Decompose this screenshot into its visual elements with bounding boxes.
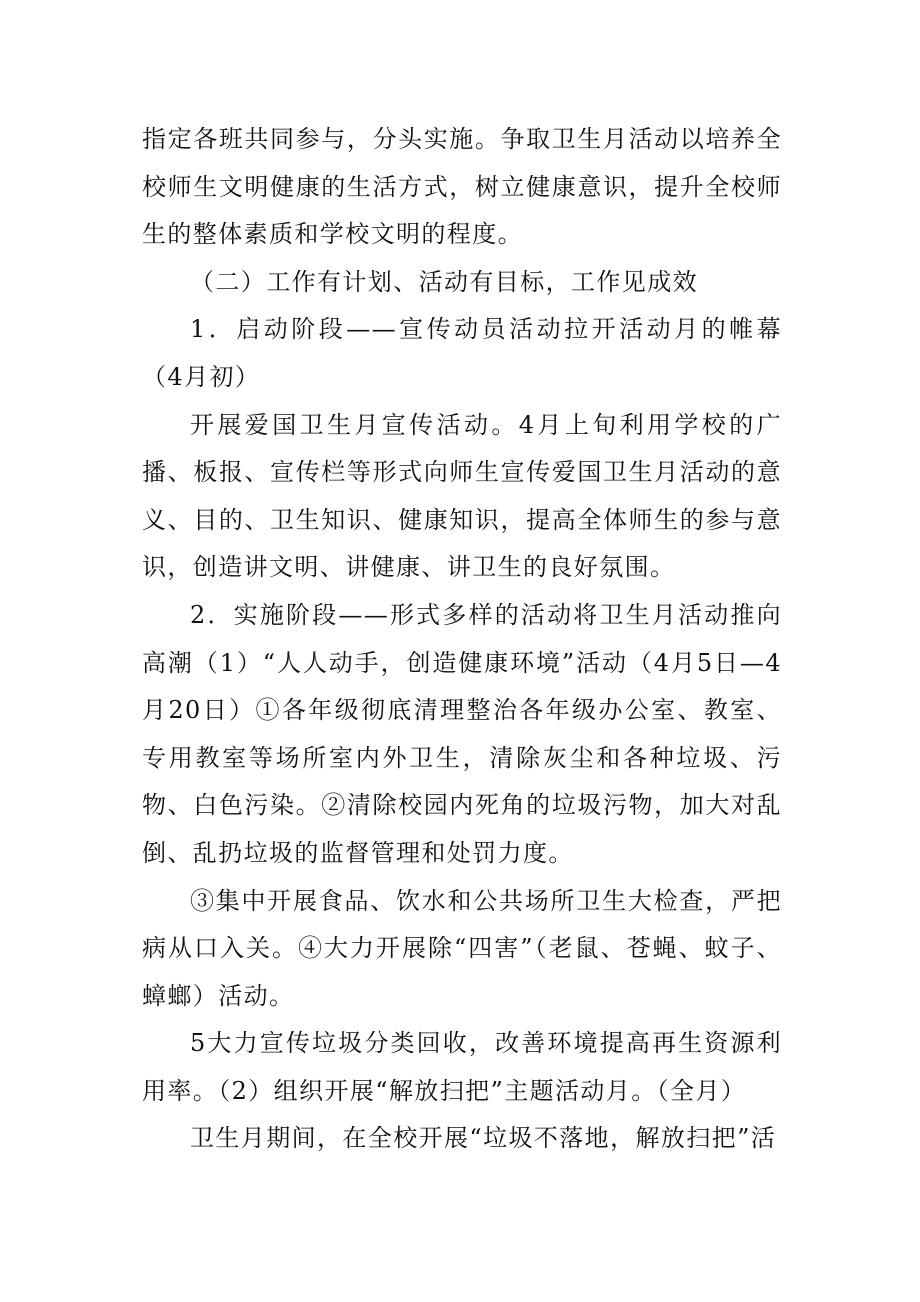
paragraph-6-inspection: ③集中开展食品、饮水和公共场所卫生大检查，严把病从口入关。④大力开展除“四害”（老鼠、苍蝇、蚊子、蟑螂）活动。 <box>142 886 782 1010</box>
paragraph-5-implementation-stage: 2．实施阶段——形式多样的活动将卫生月活动推向高潮（1）“人人动手，创造健康环境”活动（4月5日—4月20日）①各年级彻底清理整治各年级办公室、教室、专用教室等场所室内外卫生，清除灰尘和各种垃圾、污物、白色污染。②清除校园内死角的垃圾污物，加大对乱倒、乱扔垃圾的监督管理和处罚力度。 <box>142 600 782 867</box>
paragraph-3-launch-stage: 1．启动阶段——宣传动员活动拉开活动月的帷幕（4月初） <box>142 315 782 391</box>
paragraph-8-campaign: 卫生月期间，在全校开展“垃圾不落地，解放扫把”活 <box>190 1124 777 1153</box>
paragraph-1: 指定各班共同参与，分头实施。争取卫生月活动以培养全校师生文明健康的生活方式，树立健康意识，提升全校师生的整体素质和学校文明的程度。 <box>142 125 782 249</box>
document-body <box>142 116 782 1163</box>
paragraph-2-section-heading: （二）工作有计划、活动有目标，工作见成效 <box>190 267 698 296</box>
paragraph-7-recycling: 5大力宣传垃圾分类回收，改善环境提高再生资源利用率。（2）组织开展“解放扫把”主题活动月。（全月） <box>142 1029 782 1105</box>
paragraph-4-publicity: 开展爱国卫生月宣传活动。4月上旬利用学校的广播、板报、宣传栏等形式向师生宣传爱国卫生月活动的意义、目的、卫生知识、健康知识，提高全体师生的参与意识，创造讲文明、讲健康、讲卫生的良好氛围。 <box>142 410 782 582</box>
